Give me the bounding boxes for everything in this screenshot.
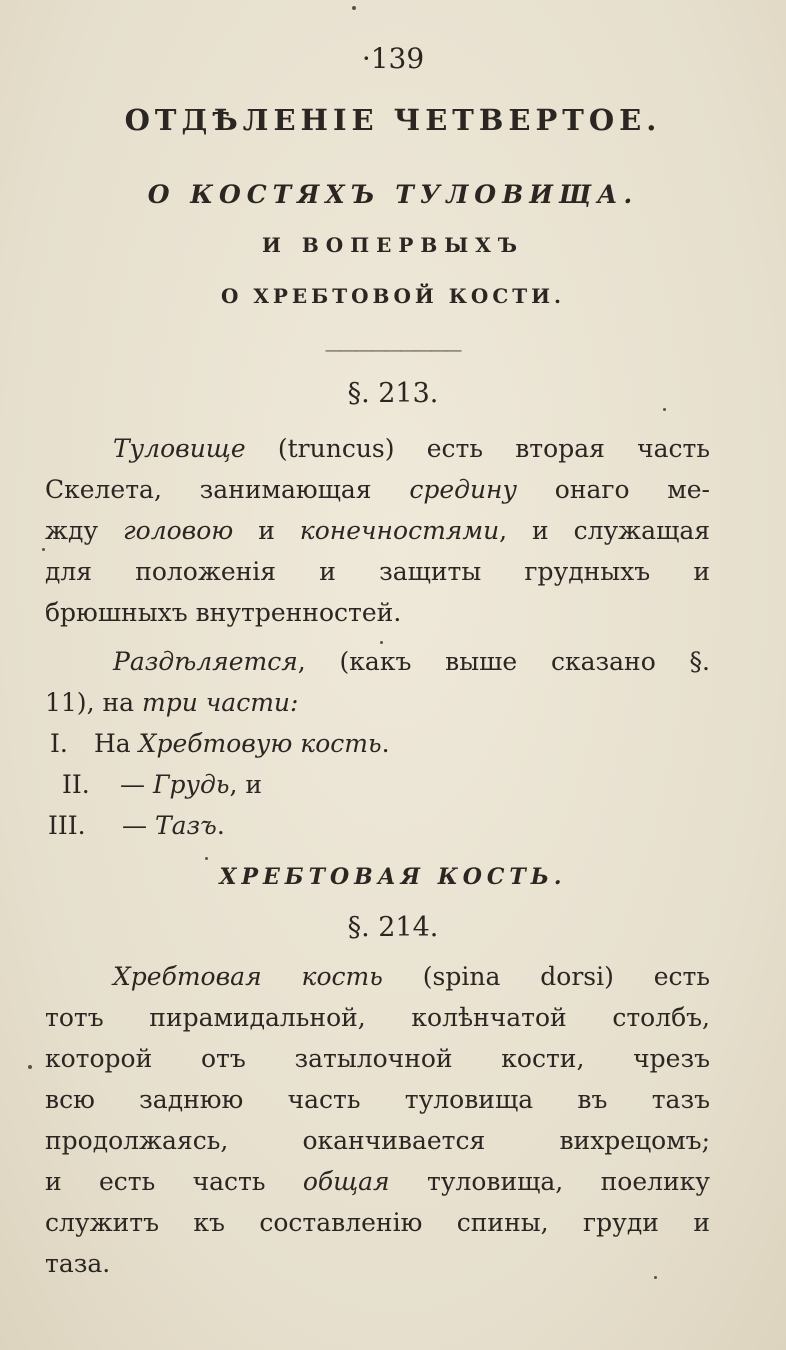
text-line [45,1202,710,1243]
list-item-prefix: — [120,770,153,799]
text-line [45,641,710,682]
division-list [50,723,390,846]
text-line [45,551,710,592]
text-line [45,1120,710,1161]
chapter-subheading-2: И ВОПЕРВЫХЪ [262,233,524,257]
text-run: таза. [45,1249,111,1278]
text-run: и [233,516,300,545]
text-run: (spina dorsi) есть [382,962,710,991]
text-run: Скелета, занимающая [45,475,410,504]
text-run: 11), на [45,688,142,717]
text-line [45,1161,710,1202]
text-line [45,1038,710,1079]
text-run: , (какъ выше сказано §. [297,647,710,676]
paragraph-truncus [45,428,710,633]
text-line [45,510,710,551]
text-run: которой отъ затылочной кости, чрезъ [45,1044,710,1073]
list-item-suffix: . [381,729,390,758]
paper-speck [352,6,356,10]
text-line [45,1243,710,1284]
text-run: , и служащая [499,516,710,545]
chapter-subheading: О КОСТЯХЪ ТУЛОВИЩА. [147,180,639,209]
list-item-number: II. [62,770,90,799]
list-item-term: Тазъ [154,811,217,840]
text-run: продолжаясь, оканчивается вихрецомъ; [45,1126,710,1155]
paragraph-division [45,641,710,723]
text-run: и есть часть [45,1167,303,1196]
text-line [45,956,710,997]
list-item-term: Грудь [152,770,230,799]
text-run: (truncus) есть вторая часть [245,434,710,463]
paper-speck [654,1276,657,1279]
emphasized-text: общая [302,1167,390,1196]
text-run: онаго ме- [517,475,710,504]
paper-speck [663,408,666,411]
paper-speck [205,857,208,860]
list-item [50,723,390,764]
list-item-term: Хребтовую кость [138,729,382,758]
chapter-subheading-3: О ХРЕБТОВОЙ КОСТИ. [220,284,566,308]
text-run: служитъ къ составленію спины, груди и [45,1208,710,1237]
text-run: жду [45,516,124,545]
text-line [45,997,710,1038]
list-item [48,805,390,846]
emphasized-text: Раздѣляется [113,647,298,676]
list-item-suffix: . [216,811,225,840]
text-run: брюшныхъ внутренностей. [45,598,402,627]
paper-speck [380,641,383,644]
emphasized-text: головою [123,516,234,545]
emphasized-text: средину [409,475,518,504]
text-run: тотъ пирамидальной, колѣнчатой столбъ, [45,1003,710,1032]
text-run: всю заднюю часть туловища въ тазъ [45,1085,710,1114]
emphasized-text: конечностями [299,516,500,545]
paper-speck [42,548,45,551]
list-item-number: I. [50,729,68,758]
chapter-heading: ОТДѢЛЕНІЕ ЧЕТВЕРТОЕ. [124,103,662,137]
section-mark-213: §. 213. [347,378,439,409]
page-number: ·139 [361,42,425,75]
section-title-spine: ХРЕБТОВАЯ КОСТЬ. [219,864,567,890]
list-item [50,764,390,805]
paragraph-spine [45,956,710,1284]
text-line [45,592,710,633]
emphasized-text: Хребтовая кость [113,962,383,991]
emphasized-text: три части: [141,688,299,717]
section-mark-214: §. 214. [347,912,439,943]
text-run: для положенія и защиты грудныхъ и [45,557,710,586]
text-line [45,682,710,723]
paper-speck [28,1065,32,1069]
list-item-prefix: На [94,729,139,758]
emphasized-text: Туловище [113,434,246,463]
text-line [45,428,710,469]
list-item-prefix: — [122,811,155,840]
text-line [45,469,710,510]
list-item-number: III. [48,811,86,840]
text-line [45,1079,710,1120]
ornament-divider: ⸏⸏⸏⸏⸏⸏⸏⸏⸏ [325,334,461,353]
list-item-suffix: , и [229,770,263,799]
text-run: туловища, поелику [389,1167,710,1196]
